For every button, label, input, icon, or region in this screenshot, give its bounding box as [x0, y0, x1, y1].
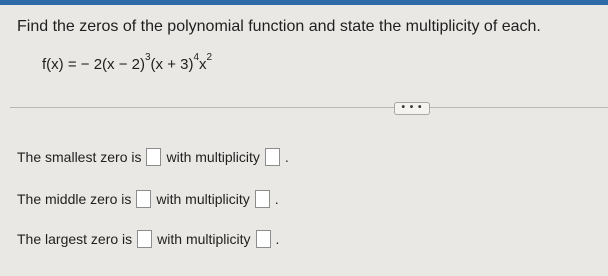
formula-lhs: f(x): [42, 56, 64, 73]
answer-row-largest: [17, 228, 279, 250]
formula-exponent-1: 3: [144, 52, 151, 63]
middle-zero-input[interactable]: [136, 190, 151, 208]
formula-factor-3: x: [199, 56, 207, 73]
top-accent-bar: [0, 0, 608, 5]
polynomial-formula: [42, 52, 212, 78]
row-prefix: The largest zero is: [17, 231, 133, 247]
formula-exponent-2: 4: [193, 52, 200, 63]
question-text: Find the zeros of the polynomial function and state the multiplicity of each.: [17, 18, 541, 35]
row-suffix: .: [274, 191, 279, 207]
answer-row-middle: [17, 188, 279, 210]
row-mid: with multiplicity: [156, 191, 250, 207]
expand-more-button[interactable]: • • •: [394, 102, 430, 115]
row-suffix: .: [284, 149, 289, 165]
row-prefix: The smallest zero is: [17, 149, 142, 165]
largest-zero-input[interactable]: [137, 230, 152, 248]
smallest-zero-input[interactable]: [146, 148, 161, 166]
row-prefix: The middle zero is: [17, 191, 132, 207]
formula-factor-2: (x + 3): [150, 56, 194, 73]
row-mid: with multiplicity: [166, 149, 260, 165]
smallest-multiplicity-input[interactable]: [265, 148, 280, 166]
middle-multiplicity-input[interactable]: [255, 190, 270, 208]
largest-multiplicity-input[interactable]: [256, 230, 271, 248]
formula-exponent-3: 2: [206, 52, 213, 63]
row-suffix: .: [275, 231, 280, 247]
formula-factor-1: − 2(x − 2): [80, 56, 145, 73]
formula-equals: =: [63, 56, 81, 73]
section-divider: [10, 107, 608, 108]
answer-row-smallest: [17, 146, 289, 168]
row-mid: with multiplicity: [157, 231, 251, 247]
